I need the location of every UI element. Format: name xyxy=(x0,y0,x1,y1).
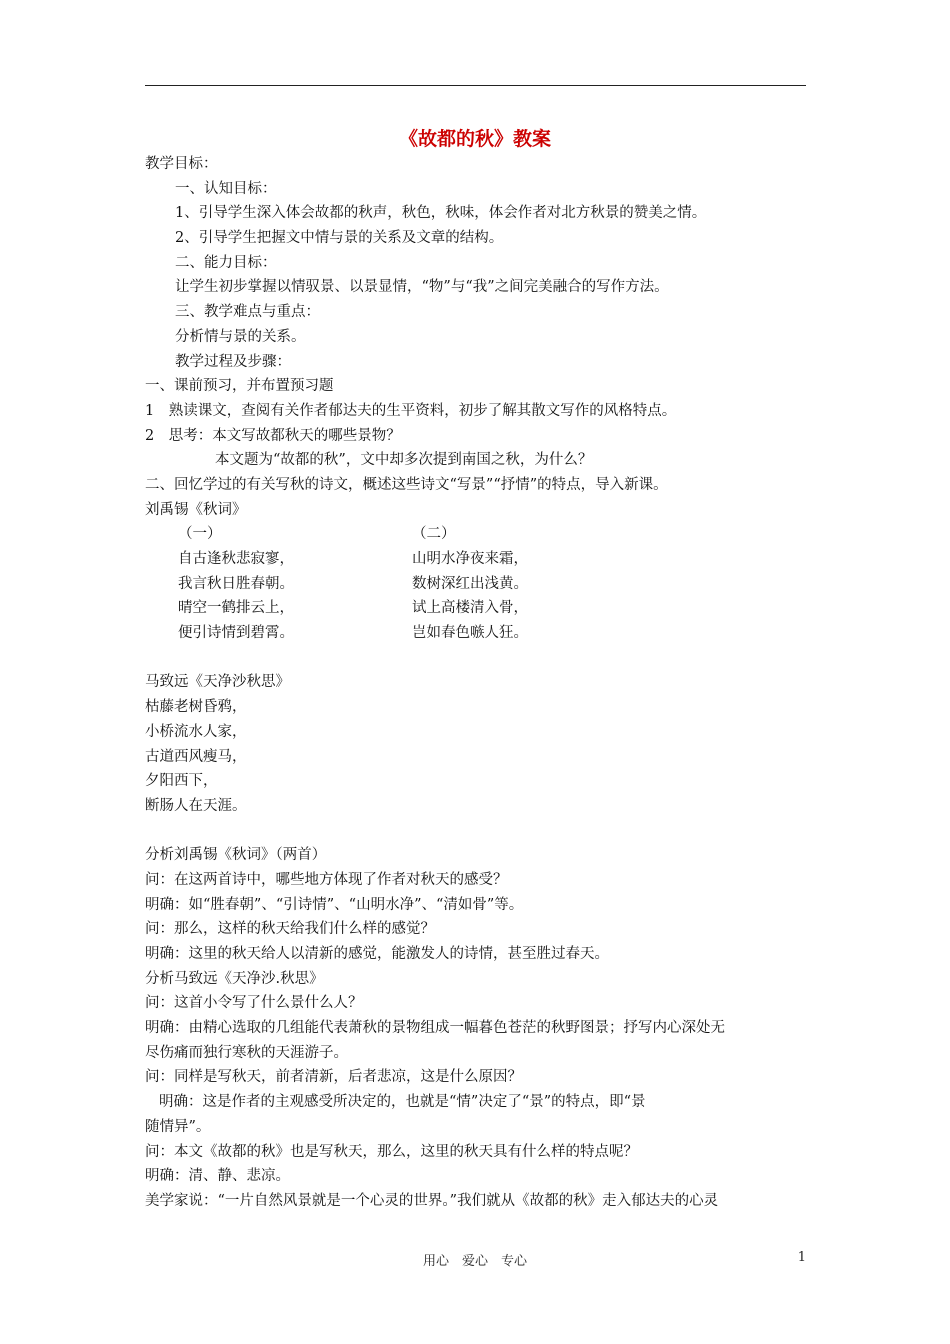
text-line: 2 思考：本文写故都秋天的哪些景物？ xyxy=(145,427,401,444)
poem-1-line: 我言秋日胜春朝。 xyxy=(178,575,294,592)
poem-header-2: （二） xyxy=(412,526,456,543)
text-line: 尽伤痛而独行寒秋的天涯游子。 xyxy=(145,1044,348,1061)
text-line: 问：同样是写秋天，前者清新，后者悲凉，这是什么原因？ xyxy=(145,1069,522,1086)
text-line: 问：本文《故都的秋》也是写秋天，那么，这里的秋天具有什么样的特点呢？ xyxy=(145,1143,638,1160)
text-line: 教学目标： xyxy=(145,156,218,172)
section-analysis xyxy=(145,843,806,1213)
text-line: 分析刘禹锡《秋词》（两首） xyxy=(145,847,327,864)
poem-line-row xyxy=(145,621,806,646)
text-line: 明确：这是作者的主观感受所决定的，也就是“情”决定了“景”的特点，即“景 xyxy=(159,1094,646,1111)
text-line: 明确：清、静、悲凉。 xyxy=(145,1168,290,1185)
text-line: 本文题为“故都的秋”，文中却多次提到南国之秋，为什么？ xyxy=(215,452,593,469)
blank-line xyxy=(145,819,806,844)
section-tianjingsha xyxy=(145,670,806,818)
document-title: 《故都的秋》教案 xyxy=(398,128,551,150)
text-line: 一、认知目标： xyxy=(175,180,277,197)
text-line: 问：那么，这样的秋天给我们什么样的感觉？ xyxy=(145,921,435,938)
text-line: 古道西风瘦马， xyxy=(145,748,247,765)
text-line: 断肠人在天涯。 xyxy=(145,797,247,814)
poem-line-row xyxy=(145,572,806,597)
document-body xyxy=(145,152,806,1214)
text-line: 夕阳西下， xyxy=(145,773,218,790)
poem-headers xyxy=(145,522,806,547)
text-line: 1、引导学生深入体会故都的秋声，秋色，秋味，体会作者对北方秋景的赞美之情。 xyxy=(175,205,707,222)
poem-line-row xyxy=(145,596,806,621)
page-number: 1 xyxy=(797,1250,806,1265)
poem-table xyxy=(145,547,806,646)
text-line: 二、能力目标： xyxy=(175,254,277,271)
footer-motto: 用心 爱心 专心 xyxy=(422,1254,527,1269)
text-line: 枯藤老树昏鸦， xyxy=(145,699,247,716)
section-objectives xyxy=(145,152,806,522)
poem-header-1: （一） xyxy=(178,526,222,543)
text-line: 1 熟读课文，查阅有关作者郁达夫的生平资料，初步了解其散文写作的风格特点。 xyxy=(145,402,677,419)
text-line: 小桥流水人家， xyxy=(145,723,247,740)
blank-line xyxy=(145,646,806,671)
text-line: 三、教学难点与重点： xyxy=(175,304,320,321)
poem-2-line: 山明水净夜来霜， xyxy=(412,551,528,567)
text-line: 明确：由精心选取的几组能代表萧秋的景物组成一幅暮色苍茫的秋野图景；抒写内心深处无 xyxy=(145,1020,725,1037)
text-line: 刘禹锡《秋词》 xyxy=(145,501,247,518)
poem-2-line: 试上高楼清入骨， xyxy=(412,600,528,617)
text-line: 马致远《天净沙秋思》 xyxy=(145,674,290,691)
poem-2-line: 岂如春色嗾人狂。 xyxy=(412,625,528,642)
text-line: 美学家说：“一片自然风景就是一个心灵的世界。”我们就从《故都的秋》走入郁达夫的心灵 xyxy=(145,1192,719,1209)
text-line: 明确：这里的秋天给人以清新的感觉，能激发人的诗情，甚至胜过春天。 xyxy=(145,946,609,962)
poem-line-row xyxy=(145,547,806,572)
poem-1-line: 晴空一鹤排云上， xyxy=(178,600,294,617)
text-line: 让学生初步掌握以情驭景、以景显情，“物”与“我”之间完美融合的写作方法。 xyxy=(175,279,669,296)
text-line: 二、回忆学过的有关写秋的诗文，概述这些诗文“写景”“抒情”的特点，导入新课。 xyxy=(145,476,668,493)
text-line: 随情异”。 xyxy=(145,1118,211,1135)
text-line: 问：这首小令写了什么景什么人？ xyxy=(145,995,363,1012)
text-line: 问：在这两首诗中，哪些地方体现了作者对秋天的感受？ xyxy=(145,871,508,888)
text-line: 一、课前预习，并布置预习题 xyxy=(145,378,334,395)
poem-2-line: 数树深红出浅黄。 xyxy=(412,575,528,592)
text-line: 明确：如“胜春朝”、“引诗情”、“山明水净”、“清如骨”等。 xyxy=(145,896,524,913)
text-line: 教学过程及步骤： xyxy=(175,353,291,370)
text-line: 2、引导学生把握文中情与景的关系及文章的结构。 xyxy=(175,230,504,247)
text-line: 分析马致远《天净沙.秋思》 xyxy=(145,970,324,987)
header-rule xyxy=(145,85,806,86)
poem-1-line: 自古逢秋悲寂寥， xyxy=(178,551,294,567)
poem-1-line: 便引诗情到碧霄。 xyxy=(178,625,294,642)
text-line: 分析情与景的关系。 xyxy=(175,328,306,345)
